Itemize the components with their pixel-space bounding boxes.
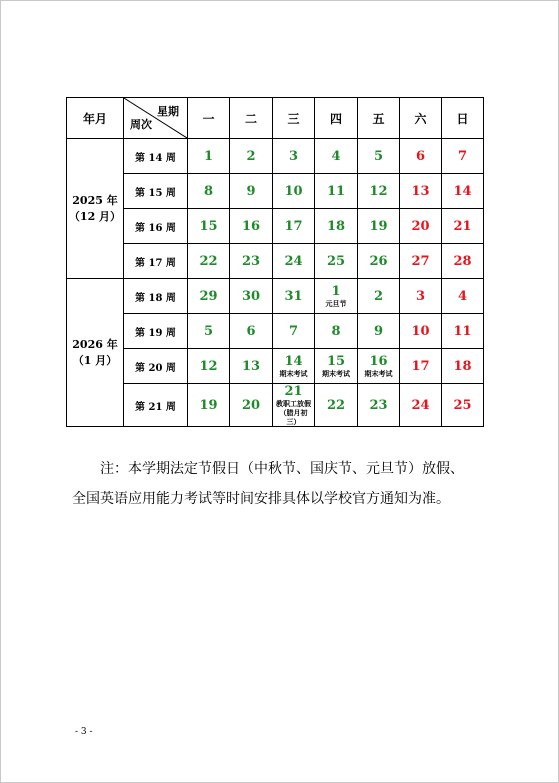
- day-cell: [315, 244, 358, 279]
- weekday-header: 六: [400, 98, 442, 139]
- day-cell: [188, 174, 230, 209]
- day-cell: [358, 279, 400, 314]
- day-number: 21: [453, 218, 472, 234]
- day-cell: [400, 384, 442, 427]
- day-number: 9: [246, 183, 256, 199]
- day-number: 7: [457, 148, 468, 164]
- day-number: 24: [411, 397, 430, 413]
- day-cell: [230, 349, 273, 384]
- calendar-body: [67, 139, 484, 427]
- day-note: 教职工放假（腊月初三）: [276, 399, 311, 426]
- day-note: 期末考试: [279, 369, 308, 378]
- day-cell: [358, 139, 400, 174]
- day-number: 12: [369, 183, 388, 199]
- day-number: 20: [241, 397, 261, 413]
- day-cell: [188, 244, 230, 279]
- day-number: 28: [453, 253, 472, 269]
- day-cell: [230, 279, 273, 314]
- day-cell: [230, 139, 273, 174]
- day-cell: [315, 314, 358, 349]
- day-number: 15: [199, 218, 218, 234]
- month-cell: [67, 279, 124, 427]
- day-number: 22: [199, 253, 218, 269]
- day-cell: [442, 244, 484, 279]
- day-cell: [400, 349, 442, 384]
- day-cell: [188, 314, 230, 349]
- day-cell: [400, 314, 442, 349]
- week-row: [67, 209, 484, 244]
- weekday-header: 四: [315, 98, 358, 139]
- day-cell: [400, 244, 442, 279]
- day-cell: [358, 244, 400, 279]
- week-row: [67, 314, 484, 349]
- day-note: 元旦节: [325, 299, 347, 308]
- day-cell: [315, 209, 358, 244]
- day-number: 3: [415, 288, 426, 304]
- day-number: 27: [411, 253, 430, 269]
- weekday-header: 五: [358, 98, 400, 139]
- day-number: 17: [284, 218, 303, 234]
- calendar-table: [66, 97, 484, 427]
- day-cell: [273, 209, 315, 244]
- day-number: 25: [326, 253, 346, 269]
- week-label: 第 17 周: [124, 244, 188, 279]
- day-number: 2: [246, 148, 256, 164]
- week-weekday-header: [124, 98, 188, 139]
- weekday-header: 一: [188, 98, 230, 139]
- day-number: 3: [288, 148, 299, 164]
- weekday-header: 三: [273, 98, 315, 139]
- note-line: 全国英语应用能力考试等时间安排具体以学校官方通知为准。: [72, 491, 450, 507]
- day-cell: [230, 209, 273, 244]
- page-number: - 3 -: [75, 727, 93, 737]
- day-cell: [273, 244, 315, 279]
- weekday-header: 二: [230, 98, 273, 139]
- day-cell: [188, 279, 230, 314]
- day-number: 20: [411, 218, 430, 234]
- day-cell: [188, 384, 230, 427]
- day-number: 13: [241, 358, 261, 374]
- day-number: 21: [284, 384, 303, 399]
- year-month-header: 年月: [67, 98, 124, 139]
- day-number: 5: [203, 323, 214, 339]
- day-number: 13: [411, 183, 430, 199]
- day-number: 11: [326, 183, 346, 199]
- day-number: 31: [284, 288, 303, 304]
- day-number: 6: [246, 323, 256, 339]
- month-label: （12 月）: [68, 209, 122, 223]
- day-cell: [358, 314, 400, 349]
- day-note: 期末考试: [364, 369, 393, 378]
- week-row: [67, 244, 484, 279]
- day-cell: [358, 349, 400, 384]
- day-cell: [188, 209, 230, 244]
- note-line: 注：本学期法定节假日（中秋节、国庆节、元旦节）放假、: [100, 461, 464, 477]
- weekday-header: 日: [442, 98, 484, 139]
- day-cell: [442, 384, 484, 427]
- day-cell: [442, 209, 484, 244]
- notes-section: [72, 454, 492, 514]
- day-number: 10: [284, 183, 303, 199]
- day-number: 22: [326, 397, 346, 413]
- day-cell: [358, 209, 400, 244]
- week-label: 第 16 周: [124, 209, 188, 244]
- day-number: 19: [369, 218, 388, 234]
- day-number: 23: [241, 253, 261, 269]
- day-cell: [230, 174, 273, 209]
- day-number: 14: [284, 354, 303, 369]
- week-label: 第 18 周: [124, 279, 188, 314]
- month-label: （1 月）: [72, 353, 118, 367]
- day-number: 29: [199, 288, 218, 304]
- day-cell: [273, 139, 315, 174]
- day-number: 8: [331, 323, 341, 339]
- day-number: 4: [457, 288, 468, 304]
- day-cell: [273, 349, 315, 384]
- weekday-label: 星期: [157, 105, 179, 118]
- day-cell: [442, 174, 484, 209]
- day-cell: [442, 349, 484, 384]
- day-cell: [442, 279, 484, 314]
- day-cell: [230, 384, 273, 427]
- day-number: 1: [203, 148, 214, 164]
- day-number: 2: [373, 288, 384, 304]
- day-cell: [442, 139, 484, 174]
- month-cell: [67, 139, 124, 279]
- day-cell: [273, 174, 315, 209]
- week-label: 第 21 周: [124, 384, 188, 427]
- week-label: 第 14 周: [124, 139, 188, 174]
- day-cell: [358, 384, 400, 427]
- day-number: 18: [326, 218, 346, 234]
- day-number: 6: [415, 148, 426, 164]
- day-cell: [400, 279, 442, 314]
- week-row: [67, 279, 484, 314]
- day-number: 12: [199, 358, 218, 374]
- day-cell: [315, 349, 358, 384]
- day-cell: [188, 139, 230, 174]
- day-number: 5: [373, 148, 384, 164]
- day-number: 9: [373, 323, 384, 339]
- day-number: 17: [411, 358, 430, 374]
- day-number: 25: [453, 397, 472, 413]
- day-number: 24: [284, 253, 303, 269]
- day-note: 期末考试: [322, 369, 350, 378]
- day-cell: [273, 314, 315, 349]
- day-number: 16: [369, 354, 388, 369]
- day-number: 15: [326, 354, 346, 369]
- day-number: 14: [453, 183, 472, 199]
- day-cell: [315, 384, 358, 427]
- day-cell: [315, 139, 358, 174]
- day-cell: [400, 139, 442, 174]
- day-number: 8: [203, 183, 214, 199]
- day-number: 16: [241, 218, 261, 234]
- year-label: 2026 年: [72, 337, 118, 351]
- week-row: [67, 384, 484, 427]
- day-cell: [230, 244, 273, 279]
- day-number: 30: [241, 288, 261, 304]
- day-number: 4: [331, 148, 341, 164]
- day-number: 26: [369, 253, 388, 269]
- week-label: 第 19 周: [124, 314, 188, 349]
- day-cell: [230, 314, 273, 349]
- day-cell: [358, 174, 400, 209]
- week-label: 第 20 周: [124, 349, 188, 384]
- week-row: [67, 349, 484, 384]
- day-cell: [315, 279, 358, 314]
- day-cell: [442, 314, 484, 349]
- day-number: 1: [331, 284, 341, 299]
- day-number: 18: [453, 358, 472, 374]
- day-cell: [273, 279, 315, 314]
- year-label: 2025 年: [72, 193, 118, 207]
- day-cell: [400, 209, 442, 244]
- day-number: 7: [288, 323, 299, 339]
- day-cell: [273, 384, 315, 427]
- day-number: 11: [453, 323, 472, 339]
- week-label: 第 15 周: [124, 174, 188, 209]
- day-number: 19: [199, 397, 218, 413]
- week-number-label: 周次: [130, 118, 152, 131]
- day-cell: [315, 174, 358, 209]
- week-row: [67, 139, 484, 174]
- day-cell: [188, 349, 230, 384]
- header-row: [67, 98, 484, 139]
- day-cell: [400, 174, 442, 209]
- week-row: [67, 174, 484, 209]
- day-number: 23: [369, 397, 388, 413]
- day-number: 10: [411, 323, 430, 339]
